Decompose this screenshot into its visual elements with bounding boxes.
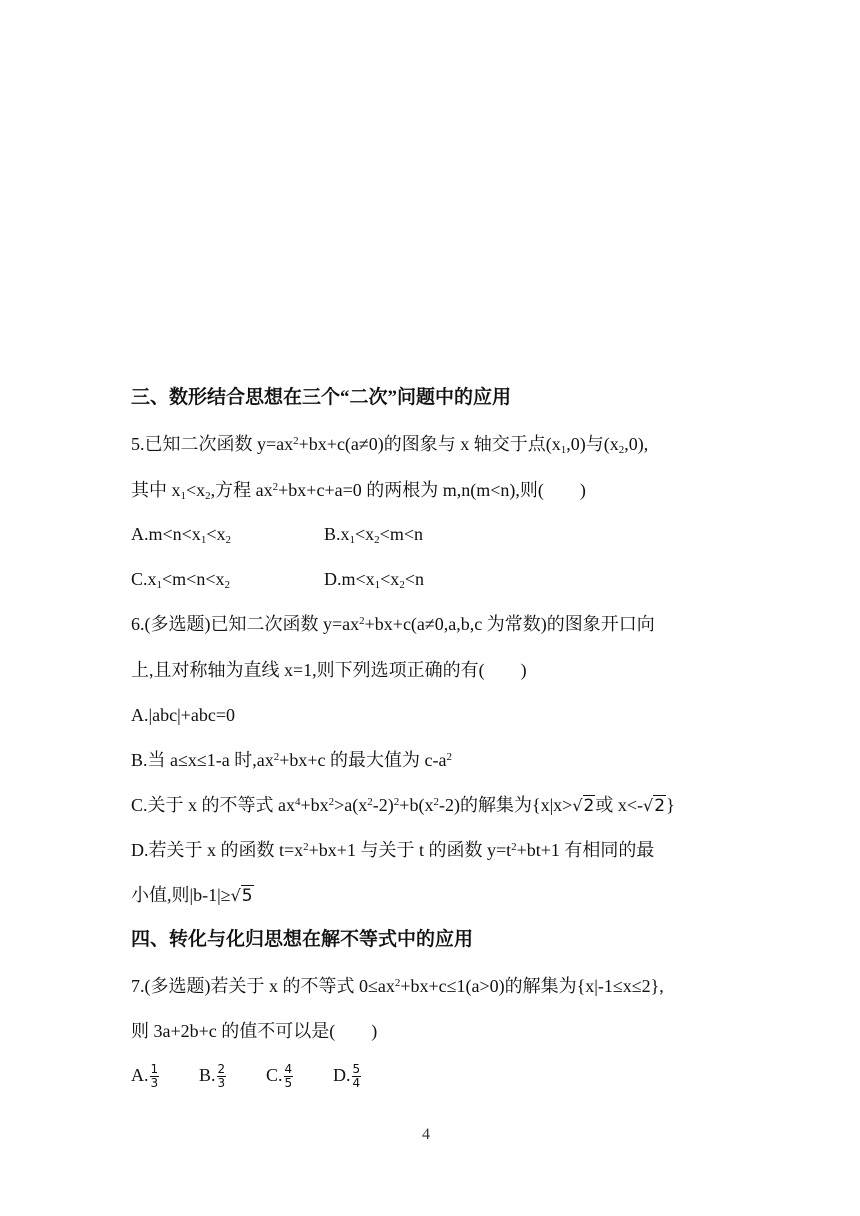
- section-3-heading: 三、数形结合思想在三个“二次”问题中的应用: [131, 387, 512, 408]
- option-b: $B.x_1<x_2<m<n$: [324, 524, 423, 546]
- question-6-option-d-line-2: 小值,则|b-1|≥√5: [131, 885, 253, 906]
- section-4-heading: 四、转化与化归思想在解不等式中的应用: [131, 929, 474, 950]
- question-6-option-c: C.关于 x 的不等式 $ax^4+bx^2>a(x^2-2)^2+b(x^2-2)$的解集为{x|x>√2或 x<-√2}: [131, 795, 675, 816]
- question-5-line-2: 其中 $x_1<x_2$,方程 $ax^2+bx+c+a=0$ 的两根为 m,n(m<n),则( ): [131, 480, 586, 502]
- fraction: $\frac{2}{3}$: [217, 1062, 226, 1091]
- question-6-line-1: 6.(多选题)已知二次函数 $y=ax^2+bx+c(a\ne 0,a,b,c$ 为常数)的图象开口向: [131, 614, 655, 634]
- question-5-line-1: 5.已知二次函数 $y=ax^2+bx+c(a\ne 0)$的图象与 x 轴交于点$(x_1,0)$与$(x_2,0)$,: [131, 434, 649, 456]
- option-c: $C.x_1<m<n<x_2$: [131, 569, 230, 591]
- question-7-line-2: 则 3a+2b+c 的值不可以是( ): [131, 1021, 378, 1041]
- question-5-options-row-1: [131, 523, 423, 545]
- sqrt-2: √2: [643, 796, 666, 816]
- option-a: A. $\frac{1}{3}$: [131, 1062, 159, 1091]
- fraction: $\frac{4}{5}$: [284, 1062, 293, 1091]
- question-6-option-d-line-1: D.若关于 x 的函数 $t=x^2+bx+1$ 与关于 t 的函数 $y=t^2+bt+1$ 有相同的最: [131, 840, 655, 860]
- question-7-line-1: 7.(多选题)若关于 x 的不等式 $0\le ax^2+bx+c\le 1(a>0)$的解集为{x|-1≤x≤2},: [131, 976, 664, 996]
- fraction: $\frac{5}{4}$: [352, 1062, 361, 1091]
- option-d: $D.m<x_1<x_2<n$: [324, 569, 424, 591]
- sqrt-5: √5: [230, 886, 253, 906]
- option-b: B. $\frac{2}{3}$: [199, 1062, 226, 1091]
- question-7-options: [131, 1060, 361, 1090]
- question-6-option-a: A.|abc|+abc=0: [131, 705, 235, 725]
- question-5-options-row-2: [131, 568, 424, 590]
- question-6-option-b: B.当 a≤x≤1-a 时$,ax^2+bx+c$ 的最大值为 $c-a^2$: [131, 750, 452, 770]
- option-d: D. $\frac{5}{4}$: [333, 1062, 361, 1091]
- option-a: $A.m<n<x_1<x_2$: [131, 524, 231, 546]
- page-number: 4: [422, 1126, 430, 1143]
- question-6-line-2: 上,且对称轴为直线 x=1,则下列选项正确的有( ): [131, 660, 527, 680]
- option-c: C. $\frac{4}{5}$: [266, 1062, 293, 1091]
- fraction: $\frac{1}{3}$: [150, 1062, 159, 1091]
- sqrt-2: √2: [572, 796, 595, 816]
